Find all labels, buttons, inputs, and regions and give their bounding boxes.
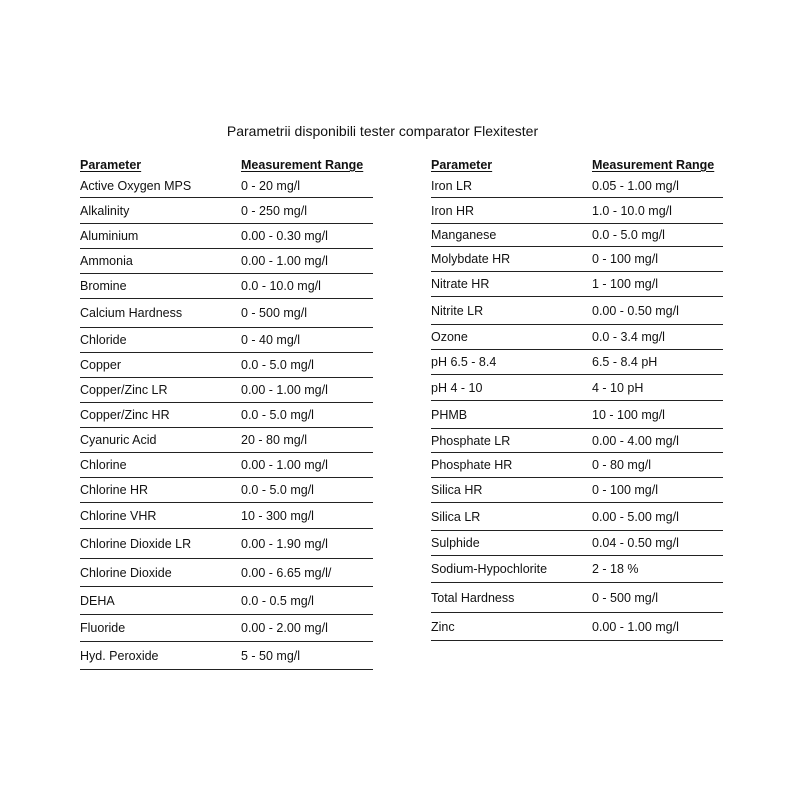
range-cell: 0.00 - 1.00 mg/l <box>241 458 328 472</box>
range-cell: 0 - 100 mg/l <box>592 483 659 497</box>
range-column-header: Measurement Range <box>241 158 364 172</box>
parameter-cell: Chloride <box>80 333 127 347</box>
range-cell: 0 - 80 mg/l <box>592 458 652 472</box>
parameter-cell: Iron HR <box>431 203 475 218</box>
range-cell: 0 - 500 mg/l <box>241 306 308 320</box>
parameter-cell: Sulphide <box>431 536 480 550</box>
table-row <box>80 478 373 503</box>
parameter-cell: Total Hardness <box>431 590 515 605</box>
table-body <box>431 174 723 641</box>
table-row <box>431 556 723 583</box>
table-row <box>431 224 723 247</box>
table-row <box>80 615 373 642</box>
parameter-column-header: Parameter <box>80 158 142 172</box>
parameter-cell: Chlorine Dioxide <box>80 565 172 580</box>
parameter-cell: Nitrite LR <box>431 303 484 318</box>
range-cell: 1.0 - 10.0 mg/l <box>592 203 672 218</box>
range-cell: 2 - 18 % <box>592 562 639 576</box>
parameter-table-left <box>80 158 373 670</box>
range-cell: 0.0 - 5.0 mg/l <box>241 408 314 422</box>
table-row <box>80 328 373 353</box>
parameter-cell: Iron LR <box>431 178 472 193</box>
range-cell: 5 - 50 mg/l <box>241 648 301 663</box>
table-row <box>431 297 723 325</box>
table-row <box>431 350 723 375</box>
range-column-header: Measurement Range <box>592 158 715 172</box>
parameter-cell: Molybdate HR <box>431 252 511 266</box>
table-row <box>80 587 373 615</box>
range-cell: 0.0 - 10.0 mg/l <box>241 279 321 293</box>
parameter-cell: Chlorine <box>80 458 127 472</box>
table-row <box>80 529 373 559</box>
range-cell: 0.0 - 5.0 mg/l <box>592 228 665 242</box>
parameter-cell: Ozone <box>431 330 468 344</box>
table-row <box>431 325 723 350</box>
range-cell: 0.00 - 4.00 mg/l <box>592 433 679 448</box>
table-row <box>431 503 723 531</box>
range-cell: 0 - 250 mg/l <box>241 203 308 218</box>
table-row <box>80 249 373 274</box>
range-cell: 4 - 10 pH <box>592 380 644 395</box>
table-row <box>80 224 373 249</box>
parameter-cell: Chlorine Dioxide LR <box>80 536 192 551</box>
table-row <box>431 272 723 297</box>
parameter-cell: Zinc <box>431 619 455 634</box>
parameter-cell: Nitrate HR <box>431 277 490 291</box>
table-header <box>431 158 723 174</box>
range-cell: 20 - 80 mg/l <box>241 433 308 447</box>
table-row <box>80 299 373 328</box>
parameter-cell: Copper/Zinc LR <box>80 383 168 397</box>
parameter-cell: Silica LR <box>431 509 481 524</box>
table-row <box>80 274 373 299</box>
parameter-cell: PHMB <box>431 407 468 422</box>
parameter-cell: Phosphate LR <box>431 433 511 448</box>
range-cell: 0.04 - 0.50 mg/l <box>592 536 679 550</box>
table-row <box>431 453 723 478</box>
range-cell: 0.00 - 2.00 mg/l <box>241 621 328 635</box>
table-row <box>80 378 373 403</box>
parameter-cell: Chlorine HR <box>80 483 149 497</box>
table-row <box>80 453 373 478</box>
range-cell: 6.5 - 8.4 pH <box>592 355 658 369</box>
table-row <box>431 531 723 556</box>
table-row <box>431 613 723 641</box>
table-row <box>431 174 723 198</box>
range-cell: 0.05 - 1.00 mg/l <box>592 178 679 193</box>
table-row <box>431 429 723 453</box>
parameter-cell: Fluoride <box>80 621 126 635</box>
range-cell: 10 - 100 mg/l <box>592 407 665 422</box>
parameter-cell: Hyd. Peroxide <box>80 648 159 663</box>
table-row <box>80 198 373 224</box>
parameter-cell: Copper/Zinc HR <box>80 408 170 422</box>
parameter-cell: Calcium Hardness <box>80 306 183 320</box>
range-cell: 1 - 100 mg/l <box>592 277 659 291</box>
parameter-cell: Copper <box>80 358 121 372</box>
table-row <box>80 559 373 587</box>
parameter-cell: pH 6.5 - 8.4 <box>431 355 497 369</box>
parameter-cell: Aluminium <box>80 229 139 243</box>
range-cell: 0.00 - 0.50 mg/l <box>592 303 679 318</box>
parameter-table-right <box>431 158 723 641</box>
parameter-cell: Active Oxygen MPS <box>80 178 192 193</box>
range-cell: 0.00 - 6.65 mg/l/ <box>241 565 332 580</box>
range-cell: 0.0 - 0.5 mg/l <box>241 593 314 608</box>
table-body <box>80 174 373 670</box>
table-row <box>431 247 723 272</box>
table-row <box>80 642 373 670</box>
parameter-cell: DEHA <box>80 593 115 608</box>
parameter-cell: Ammonia <box>80 254 133 268</box>
range-cell: 0 - 500 mg/l <box>592 590 659 605</box>
range-cell: 0.00 - 1.90 mg/l <box>241 536 328 551</box>
range-cell: 0.00 - 0.30 mg/l <box>241 229 328 243</box>
table-row <box>80 503 373 529</box>
parameter-cell: Silica HR <box>431 483 483 497</box>
table-row <box>431 478 723 503</box>
range-cell: 0 - 40 mg/l <box>241 333 301 347</box>
parameter-cell: Sodium-Hypochlorite <box>431 562 548 576</box>
parameter-cell: Alkalinity <box>80 203 130 218</box>
range-cell: 10 - 300 mg/l <box>241 508 314 523</box>
parameter-cell: Phosphate HR <box>431 458 513 472</box>
range-cell: 0.0 - 5.0 mg/l <box>241 483 314 497</box>
table-row <box>431 198 723 224</box>
table-header <box>80 158 373 174</box>
table-row <box>80 353 373 378</box>
table-row <box>431 401 723 429</box>
page-title: Parametrii disponibili tester comparator Flexitester <box>226 123 539 139</box>
range-cell: 0.00 - 5.00 mg/l <box>592 509 679 524</box>
range-cell: 0.00 - 1.00 mg/l <box>241 383 328 397</box>
table-row <box>431 375 723 401</box>
range-cell: 0.0 - 3.4 mg/l <box>592 330 665 344</box>
range-cell: 0 - 100 mg/l <box>592 252 659 266</box>
range-cell: 0.00 - 1.00 mg/l <box>241 254 328 268</box>
parameter-cell: Bromine <box>80 279 127 293</box>
table-row <box>80 428 373 453</box>
parameter-column-header: Parameter <box>431 158 493 172</box>
table-row <box>80 403 373 428</box>
parameter-cell: Manganese <box>431 228 497 242</box>
table-row <box>431 583 723 613</box>
range-cell: 0.00 - 1.00 mg/l <box>592 619 679 634</box>
parameter-cell: pH 4 - 10 <box>431 380 483 395</box>
parameter-cell: Chlorine VHR <box>80 508 157 523</box>
range-cell: 0 - 20 mg/l <box>241 178 301 193</box>
range-cell: 0.0 - 5.0 mg/l <box>241 358 314 372</box>
table-row <box>80 174 373 198</box>
parameter-cell: Cyanuric Acid <box>80 433 157 447</box>
